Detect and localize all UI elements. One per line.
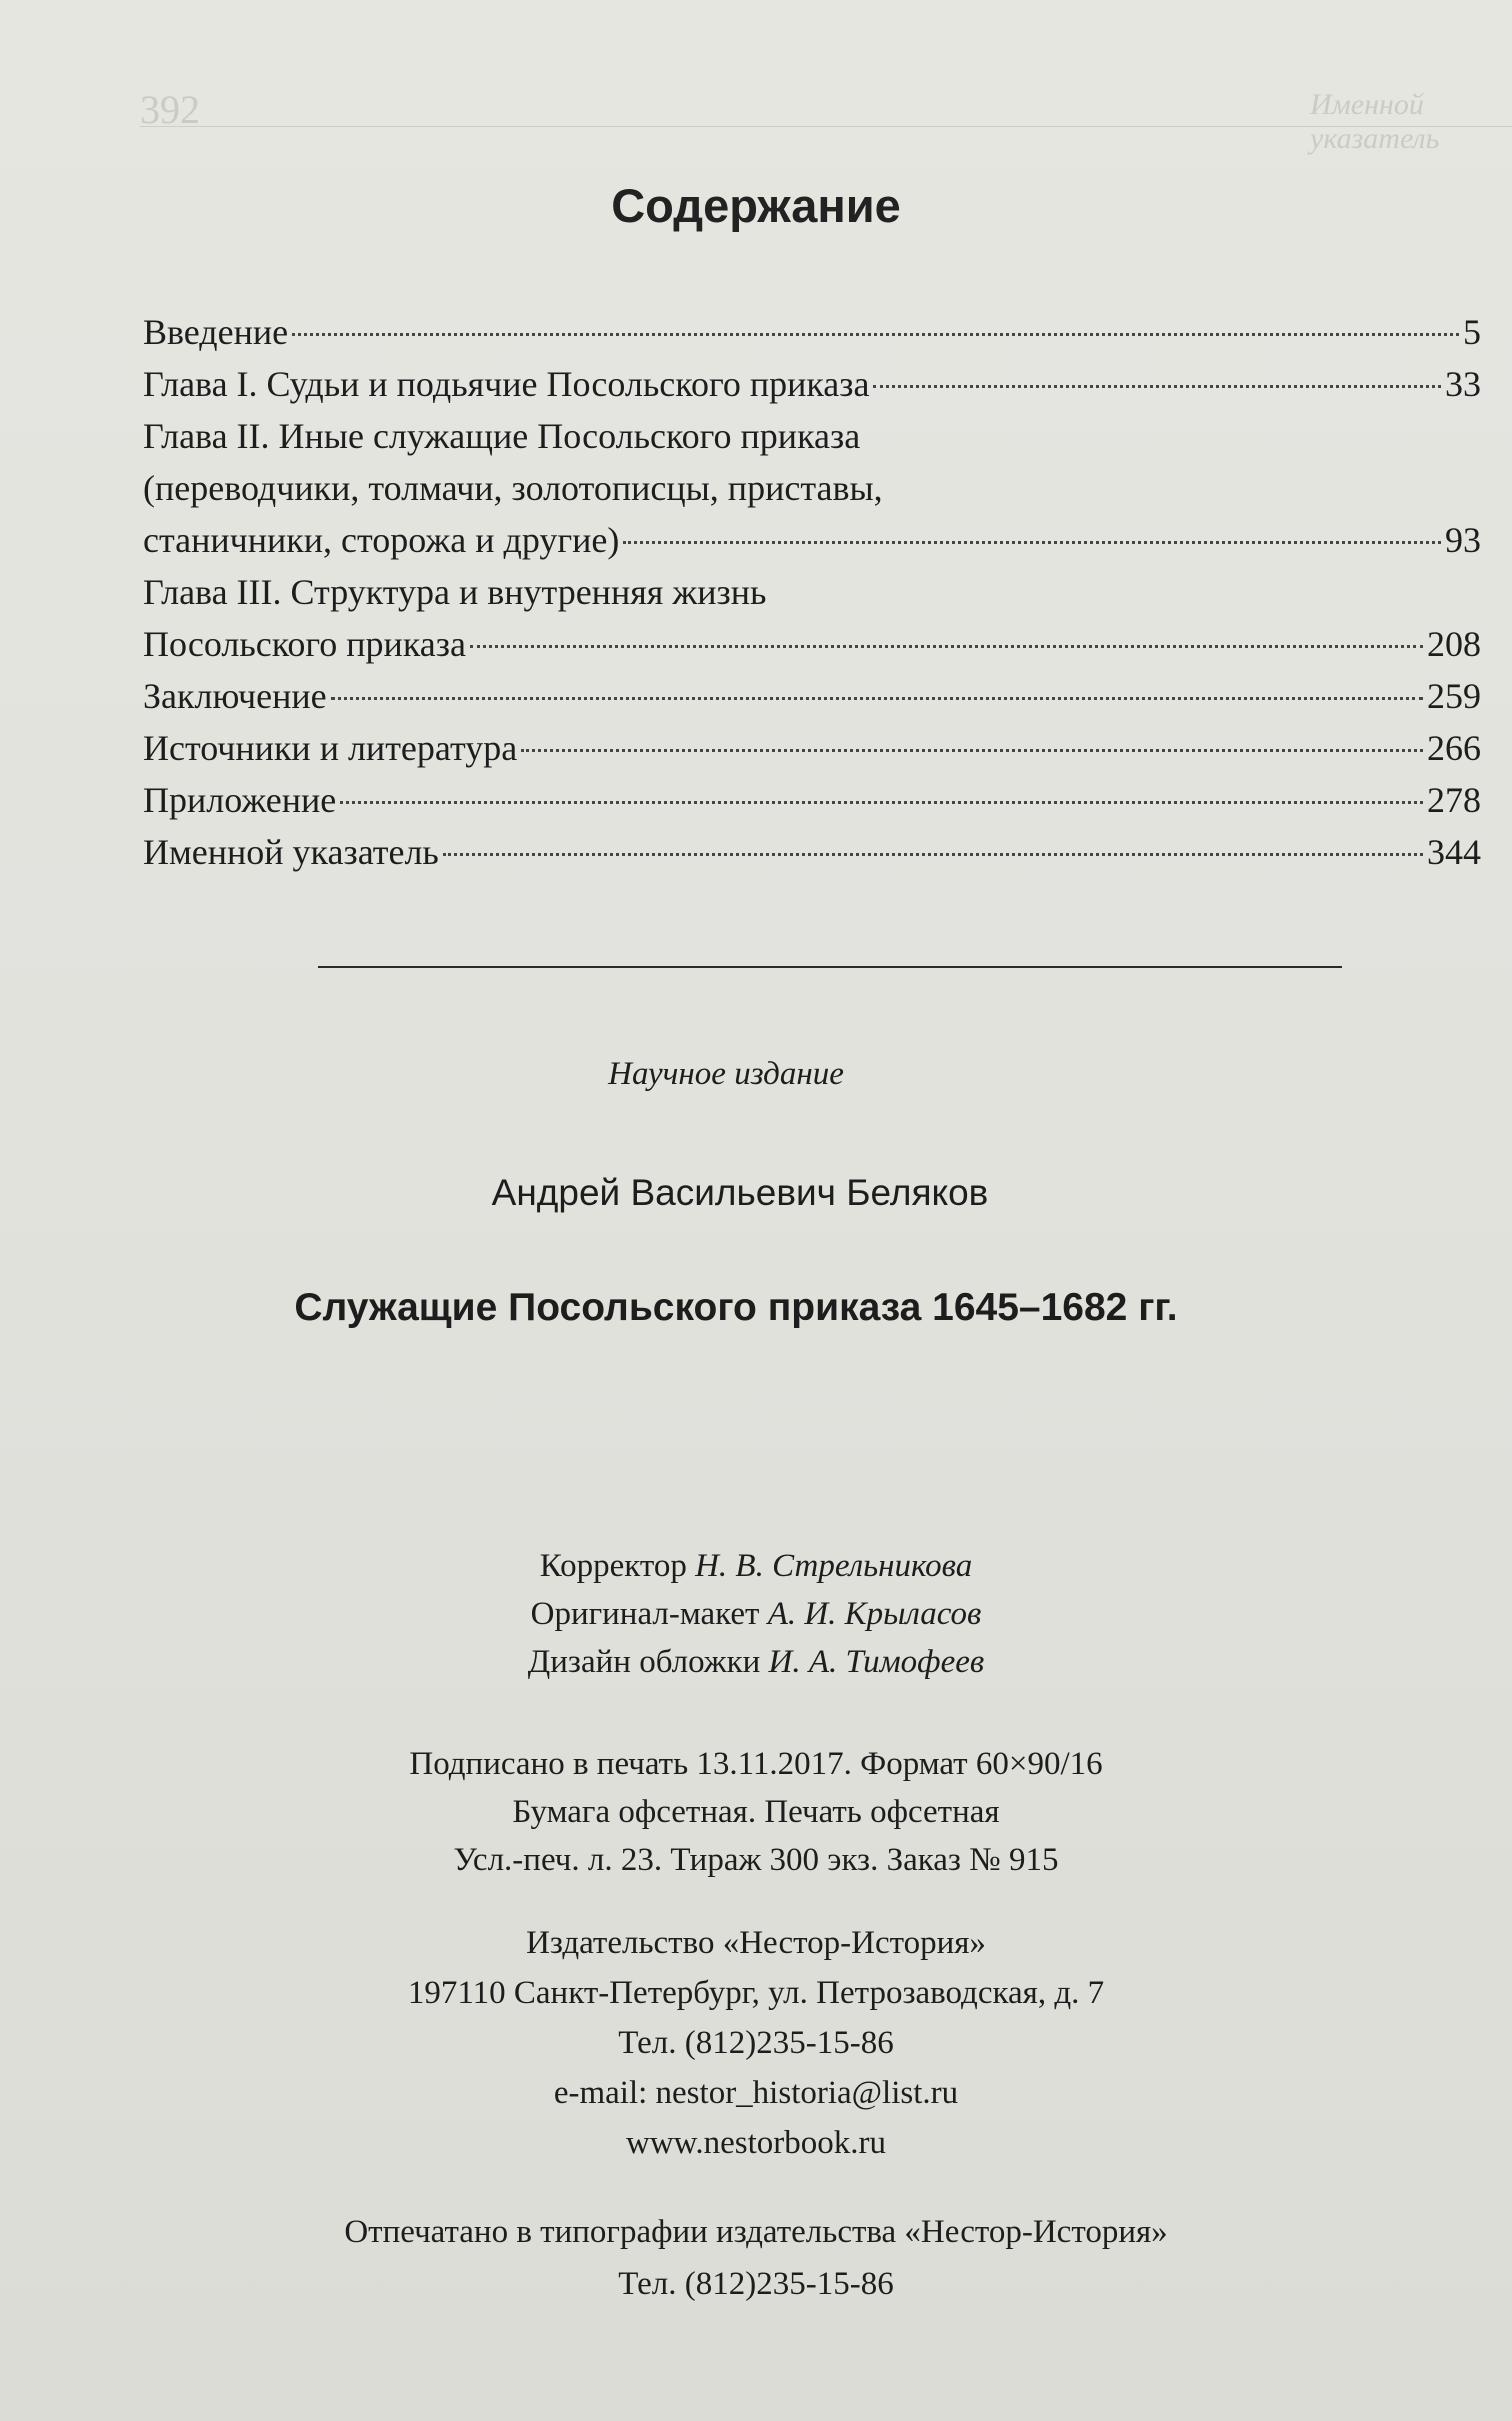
dot-leader: [623, 541, 1441, 544]
dot-leader: [292, 333, 1459, 336]
credit-person: Н. В. Стрельникова: [695, 1548, 973, 1584]
author-name: Андрей Васильевич Беляков: [491, 1172, 989, 1213]
printer-block: [0, 2206, 1512, 2310]
toc-entry-page: 266: [1427, 728, 1481, 768]
running-head-page-number: 392: [140, 87, 200, 132]
toc-entry-text: Приложение: [143, 780, 337, 820]
edition-type: Научное издание: [608, 1056, 844, 1092]
credit-line-corrector: [0, 1542, 1512, 1590]
credit-person: И. А. Тимофеев: [768, 1644, 985, 1680]
toc-entry-chapter-2: [143, 514, 1481, 566]
dot-leader: [331, 697, 1423, 700]
toc-entry-name-index: [143, 826, 1481, 878]
publisher-name: Издательство «Нестор-История»: [526, 1925, 986, 1961]
toc-entry-page: 278: [1427, 780, 1481, 820]
imprint-line-paper: Бумага офсетная. Печать офсетная: [512, 1794, 1000, 1830]
toc-entry-text: Посольского приказа: [143, 624, 466, 664]
toc-entry-page: 93: [1445, 520, 1481, 560]
imprint-line-signed: Подписано в печать 13.11.2017. Формат 60×90/16: [409, 1746, 1103, 1782]
toc-entry-conclusion: [143, 670, 1481, 722]
toc-entry-chapter-3-line-1: Глава III. Структура и внутренняя жизнь: [143, 572, 767, 612]
toc-entry-page: 33: [1445, 364, 1481, 404]
toc-entry-page: 5: [1463, 312, 1481, 352]
toc-title: Содержание: [611, 179, 901, 232]
separator-rule: [318, 966, 1342, 968]
faded-running-head: [140, 87, 1512, 155]
toc-entry-page: 259: [1427, 676, 1481, 716]
credit-role: Дизайн обложки: [527, 1644, 761, 1680]
credits-block: [0, 1542, 1512, 1686]
imprint-block: [0, 1740, 1512, 1884]
table-of-contents: [143, 306, 1481, 878]
printer-line: Отпечатано в типографии издательства «Нестор-История»: [344, 2214, 1168, 2250]
dot-leader: [470, 645, 1423, 648]
credit-person: А. И. Крыласов: [767, 1596, 982, 1632]
toc-entry-text: Глава I. Судьи и подьячие Посольского приказа: [143, 364, 870, 404]
toc-entry-text: станичники, сторожа и другие): [143, 520, 620, 560]
toc-entry-page: 208: [1427, 624, 1481, 664]
toc-entry-text: Введение: [143, 312, 289, 352]
toc-entry-page: 344: [1427, 832, 1481, 872]
dot-leader: [443, 853, 1423, 856]
credit-line-layout: [0, 1590, 1512, 1638]
dot-leader: [521, 749, 1423, 752]
imprint-line-print-run: Усл.-печ. л. 23. Тираж 300 экз. Заказ № 915: [453, 1842, 1059, 1878]
toc-entry-chapter-3: [143, 618, 1481, 670]
toc-entry-appendix: [143, 774, 1481, 826]
toc-entry-text: Именной указатель: [143, 832, 439, 872]
publisher-email: e-mail: nestor_historia@list.ru: [553, 2075, 959, 2111]
publisher-phone: Тел. (812)235-15-86: [618, 2025, 894, 2061]
dot-leader: [340, 801, 1423, 804]
toc-entry-chapter-1: [143, 358, 1481, 410]
toc-entry-text: Заключение: [143, 676, 327, 716]
toc-entry-sources: [143, 722, 1481, 774]
dot-leader: [873, 385, 1441, 388]
credit-role: Корректор: [539, 1548, 687, 1584]
publisher-address: 197110 Санкт-Петербург, ул. Петрозаводская, д. 7: [407, 1975, 1105, 2011]
printer-phone: Тел. (812)235-15-86: [618, 2266, 894, 2302]
publisher-website: www.nestorbook.ru: [626, 2125, 886, 2161]
credit-line-cover-design: [0, 1638, 1512, 1686]
toc-entry-chapter-2-line-2: (переводчики, толмачи, золотописцы, приставы,: [143, 468, 883, 508]
credit-role: Оригинал-макет: [530, 1596, 760, 1632]
toc-entry-text: Источники и литература: [143, 728, 518, 768]
book-title: Служащие Посольского приказа 1645–1682 гг.: [294, 1286, 1178, 1329]
toc-entry-introduction: [143, 306, 1481, 358]
publisher-block: [0, 1918, 1512, 2168]
toc-entry-chapter-2-line-1: Глава II. Иные служащие Посольского приказа: [143, 416, 861, 456]
running-head-label: Именной указатель: [1310, 88, 1440, 155]
